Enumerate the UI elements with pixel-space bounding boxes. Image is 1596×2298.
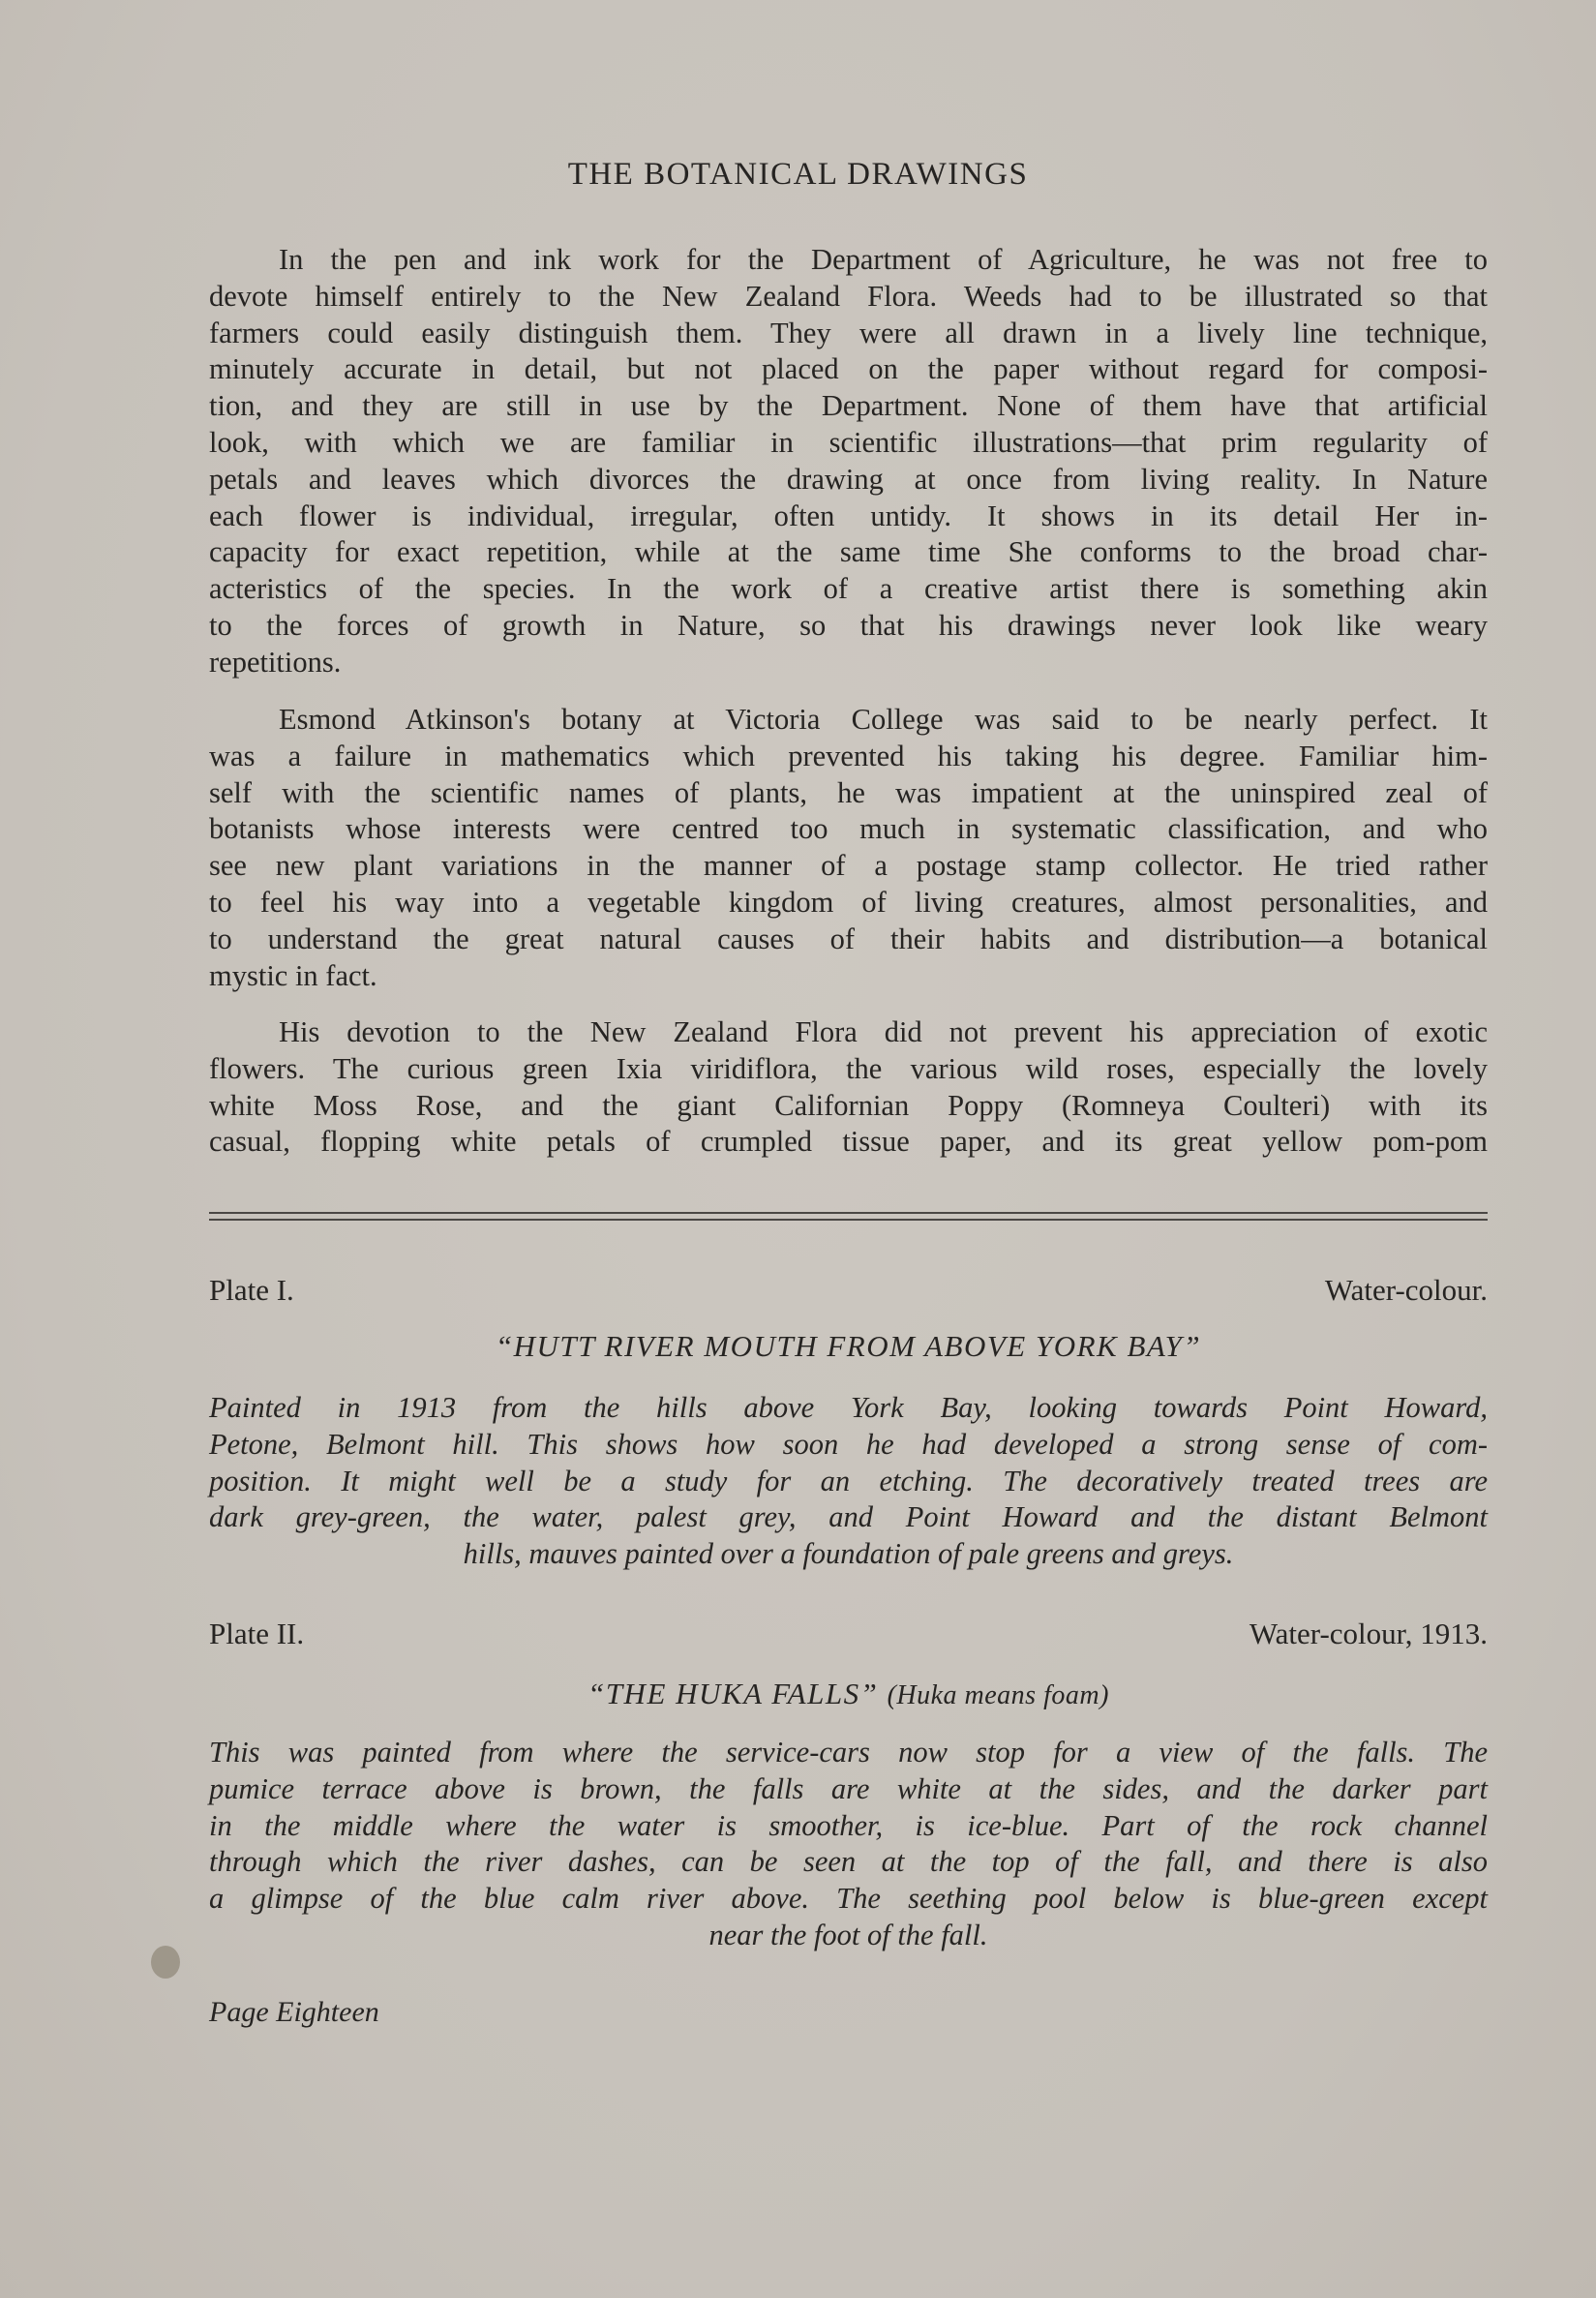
text-line: tion, and they are still in use by the Department. None of them have that artificial (209, 389, 1488, 423)
page-title: THE BOTANICAL DRAWINGS (567, 157, 1029, 192)
plate-2-caption (209, 1735, 1488, 1954)
plate-title-text: “THE HUKA FALLS” (587, 1677, 879, 1710)
plate-2-header (209, 1617, 1488, 1651)
text-line: farmers could easily distinguish them. They were all drawn in a lively line technique, (209, 316, 1488, 349)
text-line: white Moss Rose, and the giant Californian Poppy (Romneya Coulteri) with its (209, 1088, 1488, 1122)
text-line: Petone, Belmont hill. This shows how soon he had developed a strong sense of com- (209, 1427, 1488, 1461)
text-line: This was painted from where the service-cars now stop for a view of the falls. The (209, 1736, 1488, 1769)
text-line: devote himself entirely to the New Zealand Flora. Weeds had to be illustrated so that (209, 279, 1488, 313)
plate-title-text: “HUTT RIVER MOUTH FROM ABOVE YORK BAY” (495, 1329, 1202, 1363)
divider-rule-bottom (209, 1219, 1488, 1221)
text-line: petals and leaves which divorces the drawing at once from living reality. In Nature (209, 462, 1488, 496)
paper-stain (151, 1946, 180, 1979)
text-line: to feel his way into a vegetable kingdom of living creatures, almost personalities, and (209, 885, 1488, 919)
text-line: was a failure in mathematics which prevented his taking his degree. Familiar him- (209, 739, 1488, 772)
text-line: His devotion to the New Zealand Flora did not prevent his appreciation of exotic (279, 1015, 1488, 1048)
text-line: In the pen and ink work for the Department of Agriculture, he was not free to (279, 243, 1488, 276)
text-line: dark grey-green, the water, palest grey, and Point Howard and the distant Belmont (209, 1500, 1488, 1534)
text-line: look, with which we are familiar in scientific illustrations—that prim regularity of (209, 425, 1488, 459)
plate-1-header (209, 1273, 1488, 1308)
text-line: self with the scientific names of plants, he was impatient at the uninspired zeal of (209, 775, 1488, 809)
paragraph-3 (209, 1014, 1488, 1161)
text-line: to understand the great natural causes of their habits and distribution—a botanical (209, 922, 1488, 955)
text-line: see new plant variations in the manner of a postage stamp collector. He tried rather (209, 849, 1488, 883)
text-line: pumice terrace above is brown, the falls are white at the sides, and the darker part (209, 1771, 1488, 1805)
paragraph-1 (209, 242, 1488, 681)
text-line: repetitions. (209, 645, 342, 679)
text-line: through which the river dashes, can be seen at the top of the fall, and there is also (209, 1845, 1488, 1879)
plate-medium: Water-colour, 1913. (1249, 1617, 1488, 1650)
text-line: in the middle where the water is smoother, is ice-blue. Part of the rock channel (209, 1808, 1488, 1842)
plate-subtitle: (Huka means foam) (887, 1680, 1109, 1710)
paragraph-2 (209, 702, 1488, 994)
text-line: botanists whose interests were centred too much in systematic classification, and who (209, 812, 1488, 846)
text-line: Painted in 1913 from the hills above York Bay, looking towards Point Howard, (209, 1391, 1488, 1424)
divider-rule-top (209, 1212, 1488, 1214)
text-line: each flower is individual, irregular, often untidy. It shows in its detail Her in- (209, 499, 1488, 532)
text-line: hills, mauves painted over a foundation of pale greens and greys. (463, 1537, 1234, 1571)
plate-2-title (209, 1677, 1488, 1711)
text-line: a glimpse of the blue calm river above. The seething pool below is blue-green except (209, 1882, 1488, 1916)
text-line: acteristics of the species. In the work of a creative artist there is something akin (209, 572, 1488, 606)
text-line: to the forces of growth in Nature, so that his drawings never look like weary (209, 608, 1488, 642)
plate-medium: Water-colour. (1324, 1273, 1488, 1307)
plate-1-title (209, 1329, 1488, 1364)
text-line: flowers. The curious green Ixia viridiflora, the various wild roses, especially the lovely (209, 1051, 1488, 1085)
plate-label: Plate II. (209, 1617, 305, 1650)
text-line: minutely accurate in detail, but not placed on the paper without regard for composi- (209, 352, 1488, 386)
text-line: Esmond Atkinson's botany at Victoria College was said to be nearly perfect. It (279, 703, 1488, 736)
text-line: mystic in fact. (209, 958, 377, 992)
text-line: near the foot of the fall. (708, 1918, 988, 1951)
text-line: casual, flopping white petals of crumpled tissue paper, and its great yellow pom-pom (209, 1125, 1488, 1159)
page-number: Page Eighteen (209, 1996, 379, 2028)
text-line: position. It might well be a study for an etching. The decoratively treated trees are (209, 1464, 1488, 1497)
plate-label: Plate I. (209, 1273, 294, 1307)
plate-1-caption (209, 1390, 1488, 1573)
text-line: capacity for exact repetition, while at the same time She conforms to the broad char- (209, 535, 1488, 569)
